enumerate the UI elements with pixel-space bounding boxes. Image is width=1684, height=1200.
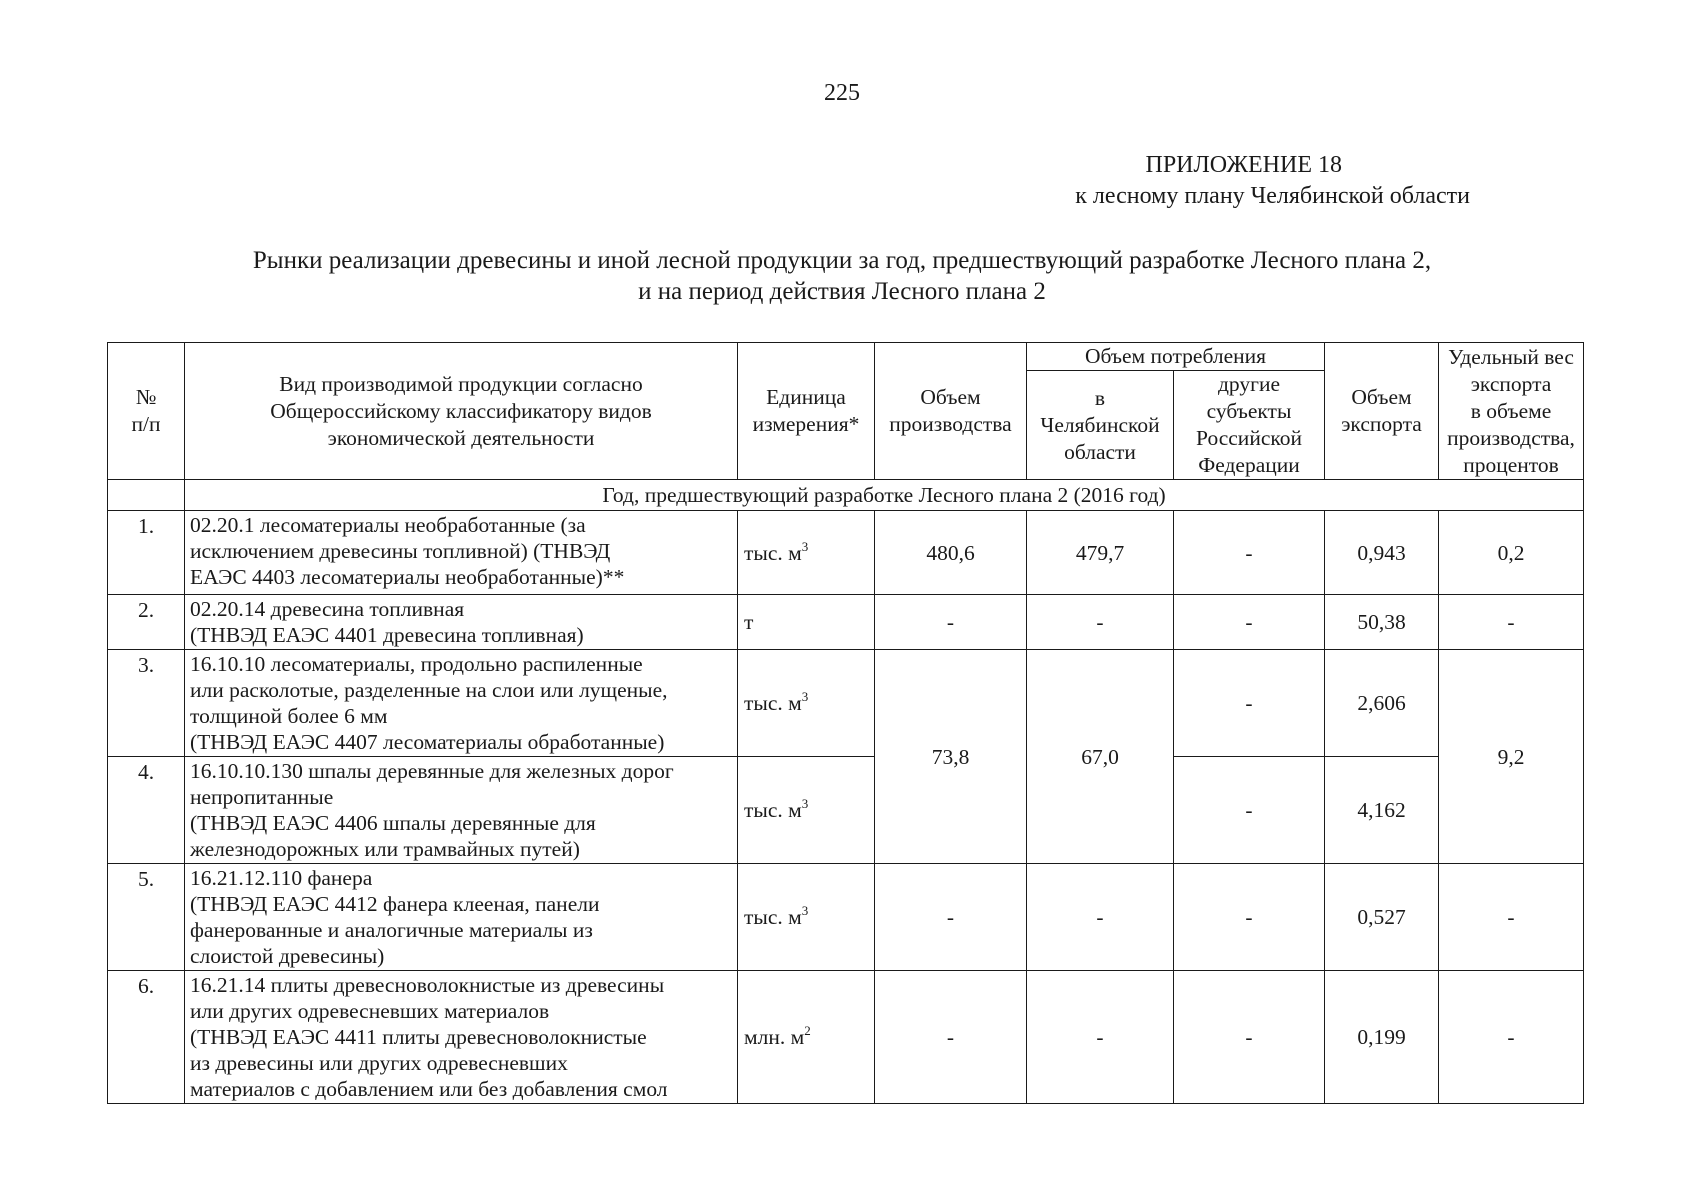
header-chelyabinsk-region: в Челябинской области (1027, 371, 1174, 480)
export-share-cell: - (1439, 864, 1584, 971)
export-cell: 0,199 (1325, 971, 1439, 1104)
chelyabinsk-cell-merged: 67,0 (1027, 650, 1174, 864)
section-empty-cell (108, 480, 185, 511)
other-regions-cell: - (1174, 971, 1325, 1104)
title-line-1: Рынки реализации древесины и иной лесной продукции за год, предшествующий разработке Лесного плана 2, (252, 247, 1432, 274)
row-number: 2. (108, 595, 185, 650)
row-number: 5. (108, 864, 185, 971)
product-description: 16.21.14 плиты древесноволокнистые из древесины или других одревесневших материалов (ТНВЭД ЕАЭС 4411 плиты древесноволокнистые из древесины или других одревесневших материалов с добавлением или без добавления смол (185, 971, 738, 1104)
table-row (108, 864, 1584, 971)
header-consumption-volume: Объем потребления (1027, 343, 1325, 371)
section-row (108, 480, 1584, 511)
header-product-type: Вид производимой продукции согласно Общероссийскому классификатору видов экономической деятельности (185, 343, 738, 480)
export-cell: 50,38 (1325, 595, 1439, 650)
export-share-cell: 0,2 (1439, 511, 1584, 595)
product-description: 02.20.14 древесина топливная (ТНВЭД ЕАЭС 4401 древесина топливная) (185, 595, 738, 650)
production-cell: 480,6 (875, 511, 1027, 595)
unit-cell: млн. $м^2$ (738, 971, 875, 1104)
markets-table (107, 342, 1584, 1104)
product-description: 16.10.10.130 шпалы деревянные для железных дорог непропитанные (ТНВЭД ЕАЭС 4406 шпалы деревянные для железнодорожных или трамвайных путей) (185, 757, 738, 864)
unit-cell: тыс. $м^3$ (738, 757, 875, 864)
export-cell: 0,943 (1325, 511, 1439, 595)
other-regions-cell: - (1174, 864, 1325, 971)
chelyabinsk-cell: - (1027, 864, 1174, 971)
header-unit: Единица измерения* (738, 343, 875, 480)
header-other-regions: другие субъекты Российской Федерации (1174, 371, 1325, 480)
production-cell: - (875, 864, 1027, 971)
unit-cell: тыс. $м^3$ (738, 864, 875, 971)
product-description: 16.21.12.110 фанера (ТНВЭД ЕАЭС 4412 фанера клееная, панели фанерованные и аналогичные материалы из слоистой древесины) (185, 864, 738, 971)
header-export-volume: Объем экспорта (1325, 343, 1439, 480)
appendix-heading (1075, 150, 1470, 212)
table-row (108, 511, 1584, 595)
header-export-share: Удельный вес экспорта в объеме производства, процентов (1439, 343, 1584, 480)
unit-cell: тыс. $м^3$ (738, 650, 875, 757)
production-cell: - (875, 971, 1027, 1104)
appendix-number: ПРИЛОЖЕНИЕ 18 (1145, 152, 1342, 178)
row-number: 4. (108, 757, 185, 864)
other-regions-cell: - (1174, 595, 1325, 650)
export-share-cell: - (1439, 971, 1584, 1104)
unit-cell: т (738, 595, 875, 650)
other-regions-cell: - (1174, 757, 1325, 864)
export-cell: 4,162 (1325, 757, 1439, 864)
product-description: 16.10.10 лесоматериалы, продольно распиленные или расколотые, разделенные на слои или лущеные, толщиной более 6 мм (ТНВЭД ЕАЭС 4407 лесоматериалы обработанные) (185, 650, 738, 757)
production-cell-merged: 73,8 (875, 650, 1027, 864)
product-description: 02.20.1 лесоматериалы необработанные (за исключением древесины топливной) (ТНВЭД ЕАЭС 4403 лесоматериалы необработанные)** (185, 511, 738, 595)
table-row (108, 971, 1584, 1104)
other-regions-cell: - (1174, 511, 1325, 595)
chelyabinsk-cell: - (1027, 595, 1174, 650)
table-row (108, 650, 1584, 757)
chelyabinsk-cell: - (1027, 971, 1174, 1104)
export-share-cell: - (1439, 595, 1584, 650)
appendix-reference: к лесному плану Челябинской области (1075, 183, 1470, 209)
title-line-2: и на период действия Лесного плана 2 (638, 278, 1046, 305)
row-number: 6. (108, 971, 185, 1104)
section-title: Год, предшествующий разработке Лесного плана 2 (2016 год) (185, 480, 1584, 511)
other-regions-cell: - (1174, 650, 1325, 757)
export-cell: 2,606 (1325, 650, 1439, 757)
table-row (108, 757, 1584, 864)
unit-cell: тыс. $м^3$ (738, 511, 875, 595)
export-cell: 0,527 (1325, 864, 1439, 971)
chelyabinsk-cell: 479,7 (1027, 511, 1174, 595)
header-production-volume: Объем производства (875, 343, 1027, 480)
document-title (0, 245, 1684, 307)
row-number: 1. (108, 511, 185, 595)
production-cell: - (875, 595, 1027, 650)
header-number: № п/п (108, 343, 185, 480)
table-row (108, 595, 1584, 650)
export-share-cell-merged: 9,2 (1439, 650, 1584, 864)
row-number: 3. (108, 650, 185, 757)
page-number: 225 (824, 80, 860, 106)
